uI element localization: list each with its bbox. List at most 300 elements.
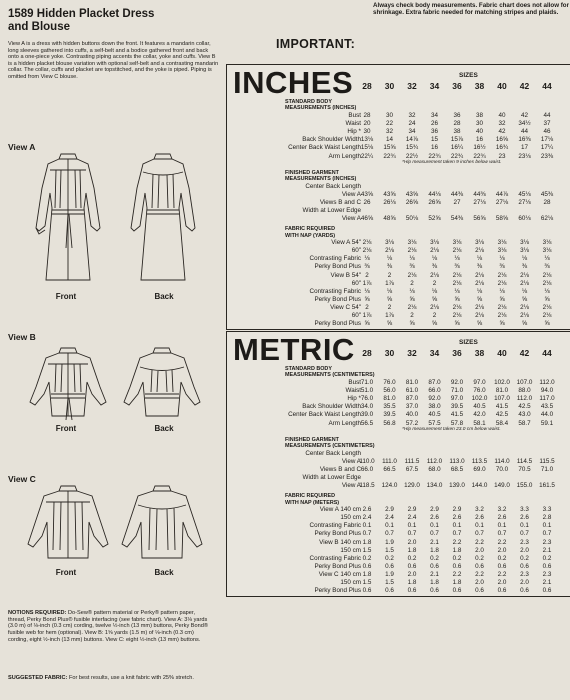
inches-body-row [227,153,570,161]
inches-fabric-cell: 2⅛ [452,247,462,255]
metric-fabric-cell: 2.2 [475,570,484,578]
inches-fabric-cell: 2⅛ [430,247,439,255]
inches-body-cell: 32 [385,128,393,136]
inches-fabric-cell: 2⅛ [452,271,462,279]
inches-finished-row [227,215,570,223]
inches-fabric-cell: 2⅛ [407,303,417,311]
pattern-title [8,8,220,34]
inches-fabric-cell: 2⅛ [497,303,507,311]
metric-body-cell: 87.0 [405,395,419,403]
inches-size-34: 34 [429,81,440,91]
inches-fabric-cell: 3⅛ [430,239,439,247]
view-b-front-illustration [26,342,110,424]
inches-fabric-cell: 2⅛ [497,279,507,287]
inches-finished-cell: 43⅝ [383,190,396,198]
inches-fabric-cell: 2⅛ [452,312,462,319]
inches-fabric-cell: 3⅛ [520,247,529,255]
inches-fabric-cell: ⅝ [364,295,370,303]
metric-fabric-cell: 2.6 [497,514,507,522]
inches-size-42: 42 [519,81,530,91]
inches-body-cell: 17¼ [540,144,554,152]
inches-fabric-row-label: 60" [351,312,361,319]
inches-fabric-cell: ⅛ [476,255,483,263]
metric-finished-cell: 144.0 [471,482,488,489]
inches-body-row [227,112,570,120]
metric-fabric-cell: 0.2 [385,554,394,562]
view-b-label: View B [8,332,36,342]
metric-body-cell: 56.8 [383,419,396,427]
inches-body-cell: 38 [475,112,483,119]
inches-fabric-row-label: View A 54" [331,239,361,247]
inches-fabric-cell: 2⅛ [542,303,552,311]
inches-fabric-cell: 2⅛ [407,271,417,279]
metric-fabric-cell: 0.7 [497,530,507,538]
inches-body-cell: 16 [475,136,483,144]
pattern-title-line1: 1589 Hidden Placket Dress [8,8,155,20]
metric-fabric-heading-line-2: WITH NAP (METERS) [285,499,340,506]
inches-fabric-cell: 2 [432,312,437,319]
metric-fabric-cell: 2.1 [430,538,439,546]
metric-fabric-row-label: Perky Bond Plus [314,587,361,595]
metric-fabric-cell: 2.6 [362,506,372,514]
metric-size-28: 28 [362,348,372,358]
inches-fabric-cell: 2⅛ [475,279,484,287]
metric-body-row-label: Center Back Waist Length [288,411,361,419]
inches-body-row [227,136,570,144]
inches-fabric-cell: ⅝ [364,320,370,328]
inches-body-cell: 22¼ [360,152,374,160]
pattern-title-line2: and Blouse [8,21,70,33]
metric-fabric-cell: 0.6 [385,587,394,595]
inches-body-row [227,144,570,152]
metric-fabric-cell: 1.8 [407,579,417,586]
metric-finished-cell: 155.0 [516,482,533,489]
metric-fabric-cell: 2.0 [520,546,529,554]
view-a-back-illustration [123,148,203,286]
metric-body-cell: 44.0 [540,411,554,419]
metric-finished-cell: 118.5 [359,482,375,489]
inches-body-cell: 28 [363,112,371,119]
inches-fabric-cell: 3⅛ [520,239,529,247]
inches-body-cell: 36 [453,112,461,119]
metric-body-cell: 57.2 [405,419,419,427]
metric-body-cell: 112.0 [516,395,533,403]
metric-fabric-cell: 0.6 [430,562,439,570]
inches-sizes-row [227,81,570,91]
metric-fabric-cell: 0.2 [520,554,529,562]
inches-fabric-cell: 3⅛ [497,239,507,247]
metric-fabric-cell: 0.7 [407,530,417,538]
metric-body-row [227,411,570,419]
view-c-front-illustration [24,480,112,564]
inches-fabric-cell: 2 [410,279,414,287]
inches-body-cell: 30 [385,112,393,119]
inches-body-cell: 15⅞ [450,136,464,144]
view-b-back-caption: Back [154,424,174,433]
metric-finished-cell: 112.0 [426,457,443,465]
inches-fabric-cell: ⅝ [521,295,528,303]
inches-finished-cell: 45⅛ [518,190,531,198]
inches-fabric-cell: ⅛ [409,287,415,295]
inches-fabric-cell: ⅜ [431,263,438,271]
metric-body-cell: 92.0 [450,379,464,386]
metric-fabric-cell: 2.0 [475,579,484,586]
metric-body-cell: 71.0 [450,387,464,395]
metric-fabric-cell: 0.2 [475,554,484,562]
metric-fabric-row-label: View B 140 cm [319,538,361,546]
inches-body-cell: 22¾ [428,152,441,160]
metric-fabric-cell: 2.4 [385,514,394,522]
metric-fabric-row [227,579,570,587]
inches-fabric-cell: 2⅛ [452,303,462,311]
metric-fabric-row [227,522,570,530]
metric-fabric-cell: 2.6 [430,514,439,522]
inches-finished-cell: 44⅛ [428,190,441,198]
inches-fabric-cell: ⅝ [454,320,460,328]
metric-fabric-cell: 3.3 [542,506,552,514]
metric-body-cell: 42.5 [495,411,509,419]
inches-fabric-cell: ⅝ [409,295,415,303]
metric-body-cell: 57.8 [450,419,464,427]
inches-body-cell: 13⅛ [360,136,374,144]
metric-body-cell: 107.0 [494,395,510,403]
inches-fabric-cell: 2⅛ [452,279,462,287]
inches-body-cell: 15⅝ [383,144,396,152]
metric-fabric-cell: 0.2 [430,554,439,562]
inches-body-cell: 30 [363,128,371,136]
inches-fabric-cell: 2⅛ [542,312,552,319]
metric-fabric-cell: 0.6 [385,562,394,570]
important-text: Always check body measurements. Fabric chart does not allow for shrinkage. Extra fabric needed for matching stripes and plaids. [373,2,569,17]
metric-finished-cell: 114.5 [516,457,533,465]
metric-fabric-cell: 0.1 [430,522,439,530]
inches-finished-cell: 26⅝ [405,198,419,206]
metric-sizes-row [227,348,570,358]
metric-fabric-cell: 1.5 [362,579,372,586]
inches-fabric-cell: ⅜ [499,263,505,271]
inches-finished-cell: 54⅜ [450,215,464,222]
inches-fabric-row [227,312,570,320]
inches-body-cell: 37 [543,120,551,128]
inches-body-cell: 26 [430,120,438,128]
inches-body-cell: 36 [430,128,438,136]
metric-body-row [227,403,570,411]
metric-fabric-cell: 1.5 [362,546,372,554]
metric-finished-cell: 110.0 [359,457,375,465]
metric-body-cell: 76.0 [383,379,396,386]
inches-body-cell: 16¼ [450,144,464,152]
metric-body-row-label: Bust [348,379,361,386]
pattern-description-column [8,8,220,81]
inches-fabric-cell: 2⅛ [497,312,507,319]
metric-finished-cell: 70.5 [518,465,531,473]
inches-fabric-cell: 2 [387,303,392,311]
inches-fabric-cell: ⅛ [521,287,528,295]
metric-fabric-cell: 0.1 [497,522,507,530]
metric-heading: METRIC [233,332,355,367]
inches-size-40: 40 [497,81,507,91]
inches-body-cell: 23 [498,152,506,160]
metric-size-38: 38 [474,348,485,358]
metric-body-cell: 35.5 [383,403,396,411]
metric-fabric-cell: 0.7 [430,530,439,538]
metric-fabric-cell: 0.2 [452,554,462,562]
inches-fabric-cell: ⅜ [544,263,550,271]
inches-fabric-heading-line-1: FABRIC REQUIRED [285,226,336,233]
inches-fabric-cell: ⅝ [499,320,505,328]
metric-fabric-row [227,555,570,563]
metric-fabric-cell: 1.8 [362,570,372,578]
metric-fabric-cell: 2.3 [520,538,529,546]
inches-fabric-cell: ⅜ [476,263,483,271]
inches-fabric-cell: ⅛ [454,255,460,263]
metric-fabric-cell: 0.7 [452,530,462,538]
inches-fabric-row [227,280,570,288]
metric-fabric-cell: 2.2 [497,570,507,578]
inches-fabric-cell: ⅝ [499,295,505,303]
inches-body-cell: 42 [498,128,506,136]
inches-fabric-cell: 3⅛ [542,239,552,247]
metric-size-32: 32 [407,348,417,358]
metric-finished-row-label: Center Back Length [305,449,361,457]
inches-finished-cell: 26⅝ [428,198,441,206]
metric-fabric-row [227,587,570,595]
inches-finished-row-label: Center Back Length [305,182,361,190]
suggested-fabric [8,675,213,682]
inches-chart [226,64,570,330]
inches-finished-cell: 26⅛ [383,198,396,206]
inches-fabric-cell: ⅜ [364,263,370,271]
metric-body-cell: 71.0 [360,379,374,386]
metric-size-42: 42 [519,348,530,358]
metric-sizes-label: SIZES [459,339,478,346]
metric-body-cell: 102.0 [471,395,488,403]
metric-fabric-cell: 0.6 [475,587,484,595]
inches-body-cell: 17⅛ [540,136,554,144]
metric-finished-cell: 111.0 [382,457,397,465]
metric-body-cell: 76.0 [473,387,486,395]
metric-fabric-row-label: 150 cm [340,546,361,554]
inches-fabric-cell: ⅝ [386,295,393,303]
inches-body-cell: 32 [498,120,506,128]
metric-body-cell: 58.4 [495,419,509,427]
inches-fabric-cell: 2⅛ [520,279,529,287]
metric-size-40: 40 [497,348,507,358]
metric-body-cell: 97.0 [473,379,486,386]
pattern-description: View A is a dress with hidden buttons down the front. It features a mandarin collar, long sleeves gathered into cuffs, a self-belt and a bodice gathered front and back onto a one-piece yoke. Contrasting piping accents the collar, yoke and cuffs. View B is a hidden placket blouse variation with optional self-belt and a contrasting mandarin collar. The collar, cuffs and placket are topstitched, and the yoke is piped. Piping is omitted from View C blouse. [8,41,219,80]
inches-body-cell: 22¾ [383,152,396,160]
inches-fabric-cell: 2⅛ [497,271,507,279]
notions-required [8,610,213,644]
inches-fabric-row-label: Perky Bond Plus [314,320,361,328]
metric-body-cell: 81.0 [405,379,419,386]
inches-body-row [227,120,570,128]
metric-body-cell: 87.0 [428,379,441,386]
inches-fabric-cell: 2⅛ [520,303,529,311]
inches-fabric-cell: ⅜ [386,263,393,271]
metric-fabric-heading-line-1: FABRIC REQUIRED [285,493,336,500]
inches-body-row-label: Back Shoulder Width [302,136,361,144]
inches-fabric-row [227,255,570,263]
metric-fabric-cell: 0.6 [520,587,529,595]
inches-body-cell: 22½ [405,152,419,160]
metric-fabric-heading [285,493,339,506]
metric-body-cell: 40.5 [473,403,486,411]
inches-size-32: 32 [407,81,417,91]
metric-finished-row-label: Views B and C [319,465,361,473]
metric-fabric-cell: 0.6 [362,587,372,595]
inches-fabric-cell: ⅛ [364,287,370,295]
metric-finished-cell: 71.0 [540,465,554,473]
metric-fabric-cell: 0.6 [542,587,552,595]
metric-fabric-cell: 0.7 [475,530,484,538]
inches-fabric-heading [285,226,335,239]
view-b-back-illustration [120,342,204,424]
metric-fabric-row [227,539,570,547]
metric-finished-row [227,466,570,474]
metric-fabric-cell: 2.6 [520,514,529,522]
inches-finished-cell: 44⅜ [473,190,486,198]
metric-body-cell: 117.0 [539,395,555,403]
inches-body-cell: 16½ [473,144,486,152]
inches-fabric-cell: ⅝ [476,320,483,328]
inches-fabric-cell: 3⅛ [542,247,552,255]
metric-body-cell: 43.0 [518,411,531,419]
metric-fabric-cell: 2.6 [475,514,484,522]
inches-finished-row [227,199,570,207]
metric-fabric-cell: 0.6 [542,562,552,570]
metric-fabric-cell: 2.1 [430,570,439,578]
inches-body-cell: 40 [475,128,483,136]
inches-body-row [227,128,570,136]
metric-finished-cell: 70.0 [495,465,509,473]
metric-body-row [227,387,570,395]
metric-finished-row-label: View A [341,457,361,465]
inches-fabric-cell: 2 [365,271,369,279]
metric-size-30: 30 [384,348,395,358]
inches-fabric-row [227,272,570,280]
inches-fabric-cell: 2 [365,303,369,311]
inches-body-row-label: Waist [345,120,361,128]
inches-body-cell: 17 [520,144,528,152]
metric-body-cell: 102.0 [494,379,510,386]
inches-fabric-row-label: View B 54" [330,271,361,279]
inches-fabric-cell: ⅛ [431,287,438,295]
inches-finished-row [227,191,570,199]
inches-body-cell: 42 [520,112,528,119]
view-b-front-caption: Front [55,424,77,433]
inches-fabric-cell: 2⅛ [542,271,552,279]
inches-finished-row-label: Views B and C [319,198,361,206]
inches-finished-row-label: View A [341,190,361,198]
metric-fabric-cell: 3.3 [520,506,529,514]
metric-fabric-row-label: 150 cm [340,514,361,522]
metric-body-cell: 57.5 [428,419,441,427]
metric-body-cell: 43.5 [540,403,554,411]
metric-fabric-cell: 1.9 [385,570,394,578]
inches-body-row-label: Bust [348,112,361,119]
metric-finished-cell: 66.0 [360,465,374,473]
metric-finished-row-label: Width at Lower Edge [302,473,361,481]
important-label: IMPORTANT: [276,37,356,51]
view-a-label: View A [8,142,36,152]
inches-fabric-cell: ⅛ [431,255,438,263]
inches-fabric-heading-line-2: WITH NAP (YARDS) [285,232,336,239]
inches-fabric-cell: 2⅛ [520,271,529,279]
inches-body-cell: 34 [430,112,438,119]
inches-fabric-row-label: Contrasting Fabric [309,287,361,295]
inches-size-44: 44 [542,81,552,91]
metric-fabric-cell: 3.2 [497,506,507,514]
inches-body-cell: 16⅜ [518,136,531,144]
inches-body-measurements-heading [285,99,356,112]
metric-fabric-cell: 1.8 [362,538,372,546]
inches-size-30: 30 [384,81,395,91]
metric-fabric-cell: 1.9 [385,538,394,546]
inches-body-cell: 16¾ [495,144,509,152]
suggested-fabric-heading: SUGGESTED FABRIC: [8,675,68,681]
inches-fabric-cell: ⅝ [544,320,550,328]
inches-fabric-cell: 3⅛ [385,239,394,247]
inches-size-36: 36 [452,81,462,91]
metric-finished-cell: 67.5 [405,465,419,473]
metric-finished-cell: 113.0 [449,457,465,465]
inches-finished-cell: 44⅜ [450,190,464,198]
metric-fabric-cell: 2.0 [407,570,417,578]
inches-fabric-cell: ⅝ [544,295,550,303]
metric-fabric-cell: 0.6 [430,587,439,595]
inches-body-cell: 38 [453,128,461,136]
metric-fabric-row-label: 150 cm [340,579,361,586]
metric-body-cell: 40.0 [405,411,419,419]
metric-finished-cell: 69.0 [473,465,486,473]
inches-fabric-cell: 2⅛ [475,271,484,279]
metric-fabric-cell: 1.5 [385,546,394,554]
inches-finished-cell: 26 [363,198,371,206]
inches-finished-row-label: View A [341,215,361,222]
inches-fabric-cell: ⅜ [409,263,415,271]
metric-fabric-cell: 2.1 [542,546,552,554]
inches-body-cell: 16⅝ [495,136,509,144]
inches-fabric-cell: 3⅛ [497,247,507,255]
metric-fabric-cell: 0.6 [475,562,484,570]
metric-fabric-cell: 0.2 [407,554,417,562]
inches-body-cell: 22¾ [473,152,486,160]
metric-finished-cell: 129.0 [404,482,420,489]
metric-body-cell: 76.0 [360,395,374,403]
metric-body-cell: 61.0 [405,387,419,395]
view-c-back-caption: Back [154,568,174,577]
metric-body-cell: 88.0 [518,387,531,395]
inches-finished-cell: 28 [543,198,551,206]
inches-fabric-cell: ⅛ [476,287,483,295]
inches-body-row-label: Hip * [347,128,361,136]
metric-body-cell: 41.5 [495,403,509,411]
inches-fabric-row [227,239,570,247]
metric-fabric-row [227,506,570,514]
inches-finished-cell: 52⅝ [428,215,441,222]
inches-finished-heading-line-2: MEASUREMENTS (INCHES) [285,176,357,182]
metric-fabric-cell: 1.8 [430,579,439,586]
inches-body-cell: 32 [408,112,416,119]
metric-fabric-row-label: Contrasting Fabric [309,522,361,530]
inches-fabric-cell: 2 [432,279,437,287]
metric-fabric-cell: 0.6 [452,587,462,595]
metric-fabric-cell: 1.8 [452,579,462,586]
inches-fabric-row-label: View C 54" [330,303,361,311]
inches-finished-cell: 27⅛ [473,198,486,206]
inches-finished-row [227,183,570,191]
